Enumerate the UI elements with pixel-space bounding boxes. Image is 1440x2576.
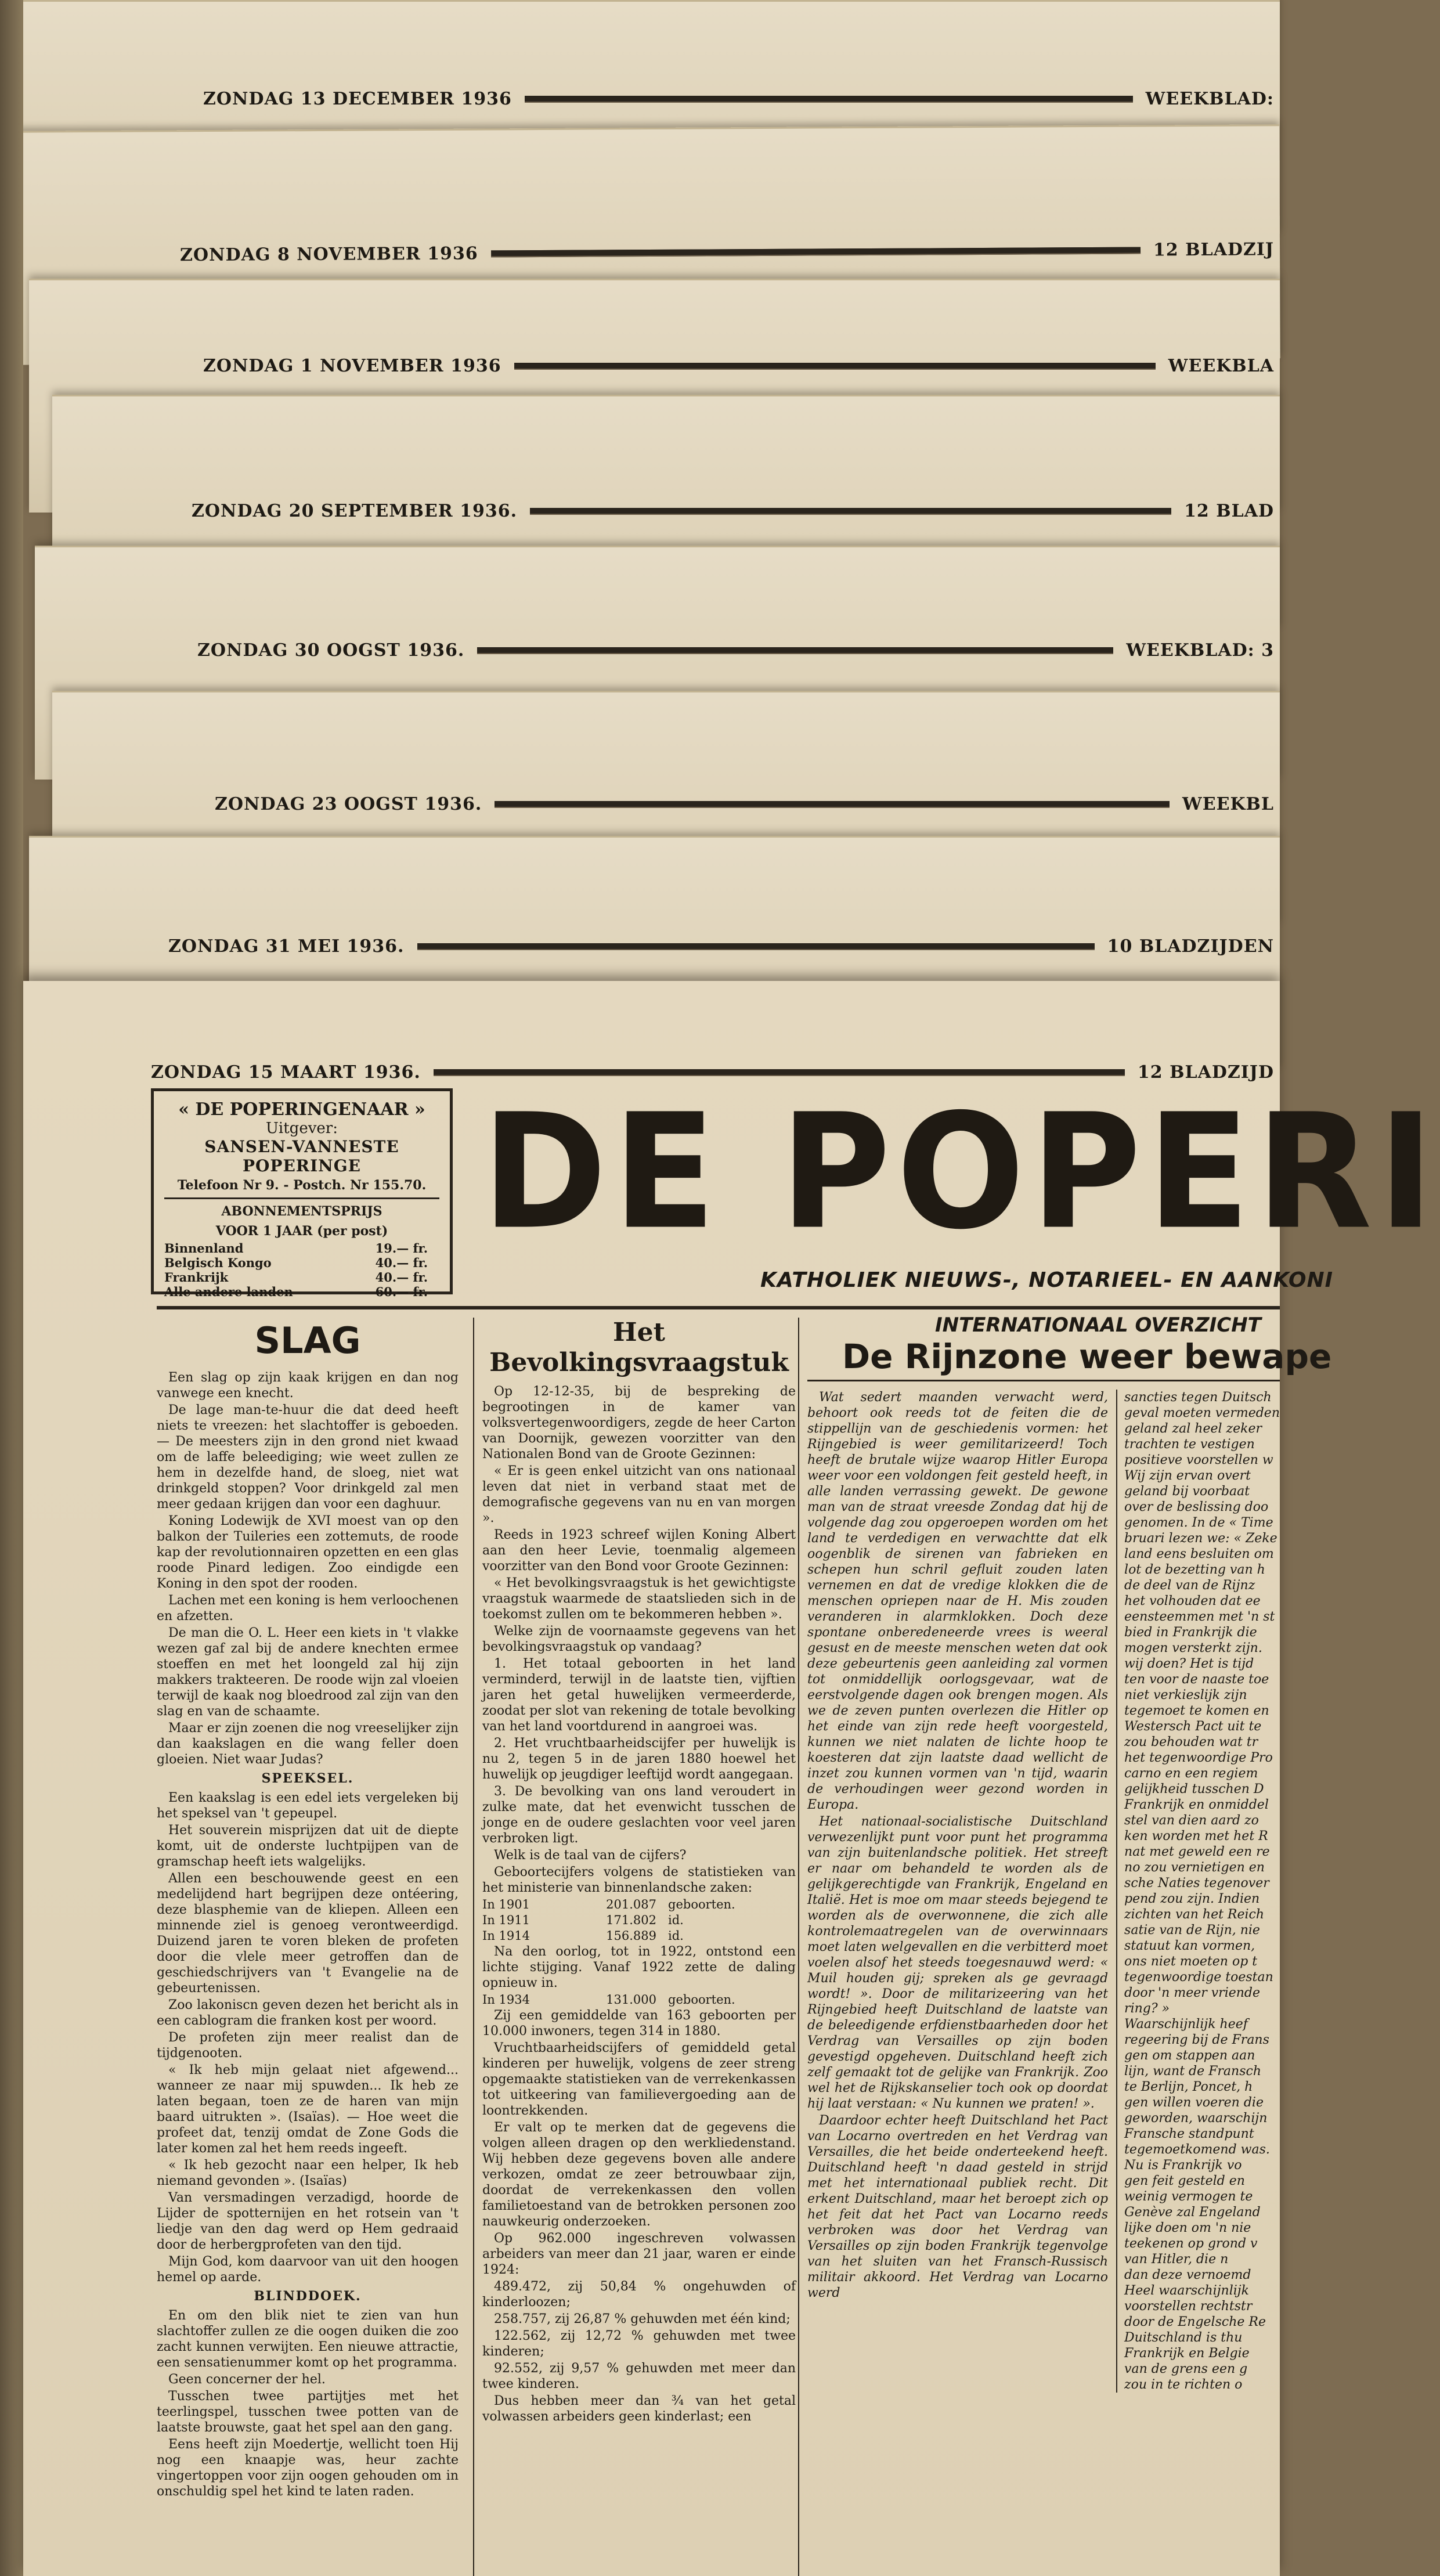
article-paragraph: Het souverein misprijzen dat uit de diepte komt, uit de onderste luchtpijpen van de gramschap heeft iets walgelijks. [157,1823,459,1869]
stat-year: In 1914 [482,1929,530,1943]
article-line: land eens besluiten om [1124,1547,1274,1561]
issue-header-bar [203,356,1280,376]
article-line: zou in te richten o [1124,2377,1243,2392]
article-paragraph: 92.552, zij 9,57 % gehuwden met meer dan twee kinderen. [482,2361,796,2391]
issue-edition: WEEKBLAD: 3 [1126,640,1274,661]
article-line: satie van de Rijn, nie [1124,1923,1260,1938]
article-line: gen om stappen aan [1124,2048,1255,2063]
article-line: wij doen? Het is tijd [1124,1657,1254,1671]
stat-note: id. [668,1913,684,1927]
publisher-box [151,1088,453,1299]
article-paragraph: Zij een gemiddelde van 163 geboorten per 10.000 inwoners, tegen 314 in 1880. [482,2008,796,2039]
article-line: gen willen voeren die [1124,2095,1264,2110]
section-heading: BLINDDOEK. [254,2289,362,2304]
article-paragraph: « Er is geen enkel uitzicht van ons nationaal leven dat niet in verband staat met de demografische gegevens van nu en van morgen ». [482,1464,796,1525]
header-rule [525,96,1133,103]
article-paragraph: 1. Het totaal geboorten in het land verminderd, terwijl in de laatste tien, vijftien jaren het getal huwelijken vermeerderde, zoodat per slot van rekening de totale bevolking van het land voortdurend in aangroei was. [482,1657,796,1734]
article-slag [157,1318,459,2576]
article-line: Fransche standpunt [1124,2127,1254,2141]
article-paragraph: Op 12-12-35, bij de bespreking de begrootingen in de kamer van volksvertegenwoordigers, zegde de heer Carton van Doornijk, gewezen voorzitter van den Nationalen Bond van de Groote Gezinnen: [482,1384,796,1462]
issue-header-bar [197,640,1280,661]
article-paragraph: 2. Het vruchtbaarheidscijfer per huwelijk is nu 2, tegen 5 in de jaren 1880 hoewel het huwelijk op jeugdiger leeftijd wordt aangegaan. [482,1736,796,1782]
section-kicker: INTERNATIONAAL OVERZICHT [935,1314,1261,1337]
article-line: Duitschland is thu [1124,2330,1243,2345]
article-line: Westersch Pact uit te [1124,1719,1262,1734]
front-page-count: 12 BLADZIJD [1137,1062,1274,1083]
article-paragraph: Welk is de taal van de cijfers? [494,1848,687,1863]
article-paragraph: Maar er zijn zoenen die nog vreeselijker zijn dan kaakslagen en die wang feller doen gloeien. Niet waar Judas? [157,1721,459,1767]
issue-edition: WEEKBLA [1168,356,1274,376]
article-line: tegemoet te komen en [1124,1704,1269,1718]
article-paragraph: Van versmadingen verzadigd, hoorde de Lijder de spotternijen en het rotsein van 't liedje van den dag werd op Hem gedraaid door de herbergprofeten van den tijd. [157,2191,459,2252]
subscription-title: ABONNEMENTSPRIJS [221,1204,382,1219]
front-header-bar [151,1062,1280,1083]
stat-row [482,1992,796,2008]
article-line: sche Naties tegenover [1124,1876,1269,1890]
front-date: ZONDAG 15 MAART 1936. [151,1062,421,1083]
issue-date: ZONDAG 13 DECEMBER 1936 [203,89,512,109]
article-paragraph: En om den blik niet te zien van hun slachtoffer zullen ze die oogen duiken die zoo zacht kunnen verwijten. Een nieuwe attractie, een sensatienummer komt op het programma. [157,2308,459,2370]
article-paragraph: Allen een beschouwende geest en een medelijdend hart begrijpen deze ontéering, deze blasphemie van de kliepen. Alleen een minnende ziel is genoeg verontweerdigd. Duizend jaren te voren bleken de profeten door die vlele meer getroffen dan de geschiedschrijvers van 't Evangelie na de gebeurtenissen. [157,1871,459,1996]
article-line: geland bij voorbaat [1124,1484,1250,1499]
issue-date: ZONDAG 8 NOVEMBER 1936 [179,243,478,266]
stat-note: geboorten. [668,1897,735,1911]
article-paragraph: Daardoor echter heeft Duitschland het Pact van Locarno overtreden en het Verdrag van Versailles, die het beide onderteekend heeft. Duitschland heeft 'n daad gesteld in strijd met het internationaal publiek recht. Dit erkent Duitschland, maar het beroept zich op het feit dat het Pact van Locarno reeds verbroken was door het Verdrag van Versailles op zijn boden Frankrijk tegenvolge van het sluiten van het Fransch-Russisch militair akkoord. Het Verdrag van Locarno werd [807,2113,1109,2300]
article-paragraph: Wat sedert maanden verwacht werd, behoort ook reeds tot de feiten die de stippellijn van de geschiedenis vormen: het Rijngebied is weer gemilitarizeerd! Toch heeft de brutale wijze waarop Hitler Europa weer voor een voldongen feit gesteld heeft, in alle landen verrassing gewekt. De gewone man van de straat vreesde Zondag dat hij de volgende dag zou opgeroepen worden om het land te verdedigen en verwachtte dat elk oogenblik de sirenen van fabrieken en schepen hun schril gefluit zouden laten vernemen en dat de vredige klokken die de menschen opriepen naar de H. Mis zouden veranderen in alarmklokken. Doch deze spontane onberedeneerde vrees is weeral gesust en de meeste menschen weten dat ook deze gebeurtenis geen aanleiding zal vormen tot onmiddellijk oorlogsgevaar, wat de eerstvolgende dagen ook brengen mogen. Als we de zeven punten overlezen die Hitler op het einde van zijn rede heeft voorgesteld, kunnen we niet nalaten de lichte hoop te koesteren dat zijn laatste daad wellicht de inzet zou kunnen vormen van 'n tijd, waarin de verhoudingen weer gezond worden in Europa. [807,1390,1109,1812]
issue-date: ZONDAG 1 NOVEMBER 1936 [203,356,501,376]
price-row [164,1270,439,1285]
header-rule [514,363,1156,370]
article-line: tegenwoordige toestan [1124,1970,1273,1985]
price-label: Frankrijk [164,1270,229,1285]
price-label: Alle andere landen [164,1285,293,1299]
article-column-left [807,1390,1116,2393]
article-line: eensteemmen met 'n st [1124,1610,1275,1624]
price-value: 40.— fr. [375,1270,428,1285]
article-line: ring? » [1124,2001,1170,2016]
article-paragraph: Op 962.000 ingeschreven volwassen arbeiders van meer dan 21 jaar, waren er einde 1924: [482,2231,796,2277]
masthead-subtitle: KATHOLIEK NIEUWS-, NOTARIEEL- EN AANKONI [760,1268,1333,1292]
article-line: te Berlijn, Poncet, h [1124,2080,1253,2094]
stat-value: 201.087 [606,1897,656,1911]
issue-edition: 10 BLADZIJDEN [1107,936,1274,957]
article-headline: SLAG [254,1319,361,1362]
article-line: Genève zal Engeland [1124,2205,1261,2220]
article-line: van Hitler, die n [1124,2252,1229,2267]
article-line: geval moeten vermeden [1124,1406,1280,1420]
article-paragraph: 122.562, zij 12,72 % gehuwden met twee kinderen; [482,2329,796,2359]
article-line: over de beslissing doo [1124,1500,1269,1514]
article-line: Heel waarschijnlijk [1124,2283,1249,2298]
article-line: mogen versterkt zijn. [1124,1641,1262,1655]
article-paragraph: Een kaakslag is een edel iets vergeleken bij het speksel van 't gepeupel. [157,1791,459,1821]
article-line: statuut kan vormen, [1124,1939,1255,1953]
article-line: nat met geweld een re [1124,1845,1270,1859]
issue-header-bar [203,89,1280,109]
header-rule [434,1069,1125,1076]
article-line: weinig vermogen te [1124,2189,1253,2204]
stat-year: In 1901 [482,1897,530,1911]
article-paragraph: 258.757, zij 26,87 % gehuwden met één kind; [494,2312,791,2326]
article-line: door de Engelsche Re [1124,2315,1266,2329]
price-value: 60.— fr. [375,1285,428,1299]
article-line: geland zal heel zeker [1124,1422,1262,1436]
article-line: bied in Frankrijk die [1124,1625,1257,1640]
article-line: ten voor de naaste toe [1124,1672,1269,1687]
article-paragraph: Koning Lodewijk de XVI moest van op den balkon der Tuileries een zottemuts, de roode kap der revolutionnairen opzetten en een glas roode Pinard ledigen. Zoo eindigde een Koning in den spot der rooden. [157,1514,459,1591]
article-line: lijke doen om 'n nie [1124,2221,1251,2235]
price-label: Belgisch Kongo [164,1255,272,1270]
price-label: Binnenland [164,1241,244,1255]
article-paragraph: Er valt op te merken dat de gegevens die volgen alleen dragen op den werkliedenstand. Wij hebben deze gegevens boven alle andere verkozen, omdat ze zeer betrouwbaar zijn, doordat de verrekenkassen den vollen familietoestand van de betrokken personen zoo nauwkeurig onderzoeken. [482,2120,796,2229]
article-line: Frankrijk en onmiddel [1124,1798,1269,1812]
article-paragraph: Zoo lakoniscn geven dezen het bericht als in een cablogram die franken kost per woord. [157,1998,459,2028]
stat-note: geboorten. [668,1993,735,2007]
article-line: tegemoetkomend was. [1124,2142,1270,2157]
article-paragraph: Vruchtbaarheidscijfers of gemiddeld getal kinderen per huwelijk, volgens de zeer streng opgemaakte statistieken van de verrekenkassen tot uitkeering van familievergoeding aan de loontrekkenden. [482,2041,796,2118]
article-paragraph: 489.472, zij 50,84 % ongehuwden of kinderloozen; [482,2279,796,2310]
stat-note: id. [668,1929,684,1943]
article-paragraph: Geboortecijfers volgens de statistieken van het ministerie van binnenlandsche zaken: [482,1865,796,1895]
article-line: door 'n meer vriende [1124,1986,1261,2000]
article-columns [807,1390,1280,2393]
article-rijnzone [798,1314,1332,2576]
article-line: lot de bezetting van h [1124,1563,1265,1577]
article-headline: Het Bevolkingsvraagstuk [489,1318,789,1377]
section-heading: SPEEKSEL. [261,1771,354,1786]
article-paragraph: De profeten zijn meer realist dan de tijdgenooten. [157,2030,459,2061]
publisher-label: Uitgever: [266,1120,338,1137]
article-line: de deel van de Rijnz [1124,1578,1255,1593]
price-list [164,1241,439,1299]
article-line: Waarschijnlijk heef [1124,2017,1248,2032]
article-headline: De Rijnzone weer bewape [807,1333,1280,1381]
issue-date: ZONDAG 23 OOGST 1936. [215,794,482,814]
article-line: ons niet moeten op t [1124,1954,1258,1969]
stat-row [482,1897,796,1913]
article-line: trachten te vestigen [1124,1437,1255,1452]
article-line: gen feit gesteld en [1124,2174,1245,2188]
price-value: 19.— fr. [375,1241,428,1255]
article-paragraph: Lachen met een koning is hem verloochenen en afzetten. [157,1593,459,1623]
price-row [164,1255,439,1270]
stack-edge [0,0,23,2576]
issue-header-bar [192,501,1280,521]
article-line: sancties tegen Duitsch [1124,1390,1272,1405]
article-line: zichten van het Reich [1124,1907,1265,1922]
issue-header-bar [180,239,1280,265]
stat-value: 171.802 [606,1913,656,1927]
article-paragraph: Dus hebben meer dan ¾ van het getal volwassen arbeiders geen kinderlast; een [482,2394,796,2424]
article-line: regeering bij de Frans [1124,2033,1269,2047]
publisher-phone: Telefoon Nr 9. - Postch. Nr 155.70. [164,1178,439,1199]
subscription-subtitle: VOOR 1 JAAR (per post) [215,1224,388,1239]
publisher-city: POPERINGE [242,1156,362,1175]
publisher-company: SANSEN-VANNESTE [204,1137,399,1156]
issue-date: ZONDAG 31 MEI 1936. [168,936,405,957]
article-line: positieve voorstellen w [1124,1453,1273,1467]
article-line: Wij zijn ervan overt [1124,1469,1251,1483]
article-line: carno en een regiem [1124,1766,1258,1781]
header-rule [495,801,1170,808]
article-line: pend zou zijn. Indien [1124,1892,1260,1906]
article-bevolkingsvraagstuk [473,1318,796,2576]
article-line: teekenen op grond v [1124,2236,1258,2251]
article-line: gelijkheid tusschen D [1124,1782,1264,1796]
header-rule [491,247,1141,257]
issue-header-bar [215,794,1280,814]
article-paragraph: « Het bevolkingsvraagstuk is het gewichtigste vraagstuk waarmede de staatslieden sich in de toekomst zullen om te bekommeren hebben ». [482,1576,796,1622]
header-rule [477,647,1113,654]
stat-row [482,1913,796,1928]
stat-value: 131.000 [606,1993,656,2007]
issue-date: ZONDAG 30 OOGST 1936. [197,640,465,661]
stat-year: In 1934 [482,1993,530,2007]
article-line: het volhouden dat ee [1124,1594,1261,1608]
article-paragraph: Tusschen twee partijtjes met het teerlingspel, tusschen twee potten van de laatste brouwste, gaat het spel aan den gang. [157,2389,459,2435]
article-paragraph: Geen concerner der hel. [168,2372,326,2387]
article-column-right [1116,1390,1280,2393]
publisher-name: « DE POPERINGENAAR » [178,1099,425,1120]
article-line: ken worden met het R [1124,1829,1268,1843]
article-paragraph: Welke zijn de voornaamste gegevens van het bevolkingsvraagstuk op vandaag? [482,1624,796,1654]
article-line: voorstellen rechtstr [1124,2299,1253,2314]
price-row [164,1285,439,1299]
newspaper-masthead: DE POPERI [482,1080,1440,1265]
issue-edition: WEEKBLAD: [1145,89,1274,109]
article-paragraph: Eens heeft zijn Moedertje, wellicht toen Hij nog een knaapje was, heur zachte vingertoppen voor zijn oogen gehouden om in onschuldig spel het kind te laten raden. [157,2437,459,2499]
article-line: van de grens een g [1124,2362,1248,2376]
article-paragraph: Reeds in 1923 schreef wijlen Koning Albert aan den heer Levie, toenmalig algemeen voorzitter van den Bond voor Groote Gezinnen: [482,1528,796,1574]
article-paragraph: De lage man-te-huur die dat deed heeft niets te vreezen: het slachtoffer is geboeden. — De meesters zijn in den grond niet kwaad om de laffe beleediging; wie weet zullen ze hem in dezelfde hand, de sloeg, niet wat drinkgeld stoppen? Voor drinkgeld zal men meer gedaan krijgen dan voor een daghuur. [157,1403,459,1511]
article-line: Nu is Frankrijk vo [1124,2158,1242,2173]
issue-header-bar [168,936,1280,957]
article-paragraph: Het nationaal-socialistische Duitschland verwezenlijkt punt voor punt het programma van zijn buitenlandsche politiek. Het streeft er naar om behandeld te worden als de gelijkgerechtigde van Frankrijk, Engeland en Italië. Het is moe om maar steeds bejegend te worden als de overwonnene, die zich alle kontrolemaatregelen van de overwinnaars moet laten welgevallen en die verbitterd moet voelen alsof het steeds toegesnauwd werd: « Muil houden gij; spreken als ge gevraagd wordt! ». Door de militarizeering van het Rijngebied heeft Duitschland de laatste van de beleedigende erfdienstbaarheden door het Verdrag van Versailles op zijn boden gevestigd opgeheven. Duitschland heeft zich zelf gemaakt tot de gelijke van Frankrijk. Zoo wel het de Rijkskanselier toch ook op doordat hij laat verstaan: « Nu kunnen we praten! ». [807,1814,1109,2111]
article-line: Frankrijk en Belgie [1124,2346,1250,2361]
article-line: bruari lezen we: « Zeke [1124,1531,1277,1546]
masthead-divider [157,1306,1280,1309]
front-page-issue [23,981,1440,2576]
issue-edition: 12 BLADZIJ [1153,239,1275,261]
article-paragraph: Mijn God, kom daarvoor van uit den hoogen hemel op aarde. [157,2254,459,2285]
article-paragraph: Na den oorlog, tot in 1922, ontstond een lichte stijging. Vanaf 1922 zette de daling opnieuw in. [482,1944,796,1990]
article-paragraph: « Ik heb mijn gelaat niet afgewend... wanneer ze naar mij spuwden... Ik heb ze laten begaan, toen ze de haren van mijn baard uitrukten ». (Isaïas). — Hoe weet die profeet dat, tenzij omdat de Zone Gods die later komen zal het hem reeds ingeeft. [157,2063,459,2156]
article-line: zou behouden wat tr [1124,1735,1258,1749]
price-row [164,1241,439,1255]
stat-value: 156.889 [606,1929,656,1943]
article-paragraph: « Ik heb gezocht naar een helper, Ik heb niemand gevonden ». (Isaïas) [157,2158,459,2188]
article-line: lijn, want de Fransch [1124,2064,1261,2079]
article-paragraph: De man die O. L. Heer een kiets in 't vlakke wezen gaf zal bij de andere knechten ermee stoeffen en met het loongeld zal hij zijn makkers trakteeren. De roode wijn zal vloeien terwijl de kaak nog bloedrood zal zijn van den slag en van de schaamte. [157,1626,459,1719]
article-paragraph: 3. De bevolking van ons land veroudert in zulke mate, dat het evenwicht tusschen de jonge en de oudere geslachten voor veel jaren verbroken ligt. [482,1784,796,1846]
issue-edition: WEEKBL [1182,794,1274,814]
header-rule [530,508,1171,515]
price-value: 40.— fr. [375,1255,428,1270]
issue-date: ZONDAG 20 SEPTEMBER 1936. [192,501,518,521]
stat-row [482,1928,796,1944]
article-line: genomen. In de « Time [1124,1516,1273,1530]
article-line: stel van dien aard zo [1124,1813,1259,1828]
header-rule [417,943,1095,950]
article-paragraph: Een slag op zijn kaak krijgen en dan nog vanwege een knecht. [157,1370,459,1401]
article-line: niet verkieslijk zijn [1124,1688,1247,1702]
issue-edition: 12 BLAD [1184,501,1274,521]
article-line: dan deze vernoemd [1124,2268,1251,2282]
article-line: no zou vernietigen en [1124,1860,1265,1875]
article-line: geworden, waarschijn [1124,2111,1268,2126]
article-line: het tegenwoordige Pro [1124,1751,1273,1765]
stat-year: In 1911 [482,1913,530,1927]
